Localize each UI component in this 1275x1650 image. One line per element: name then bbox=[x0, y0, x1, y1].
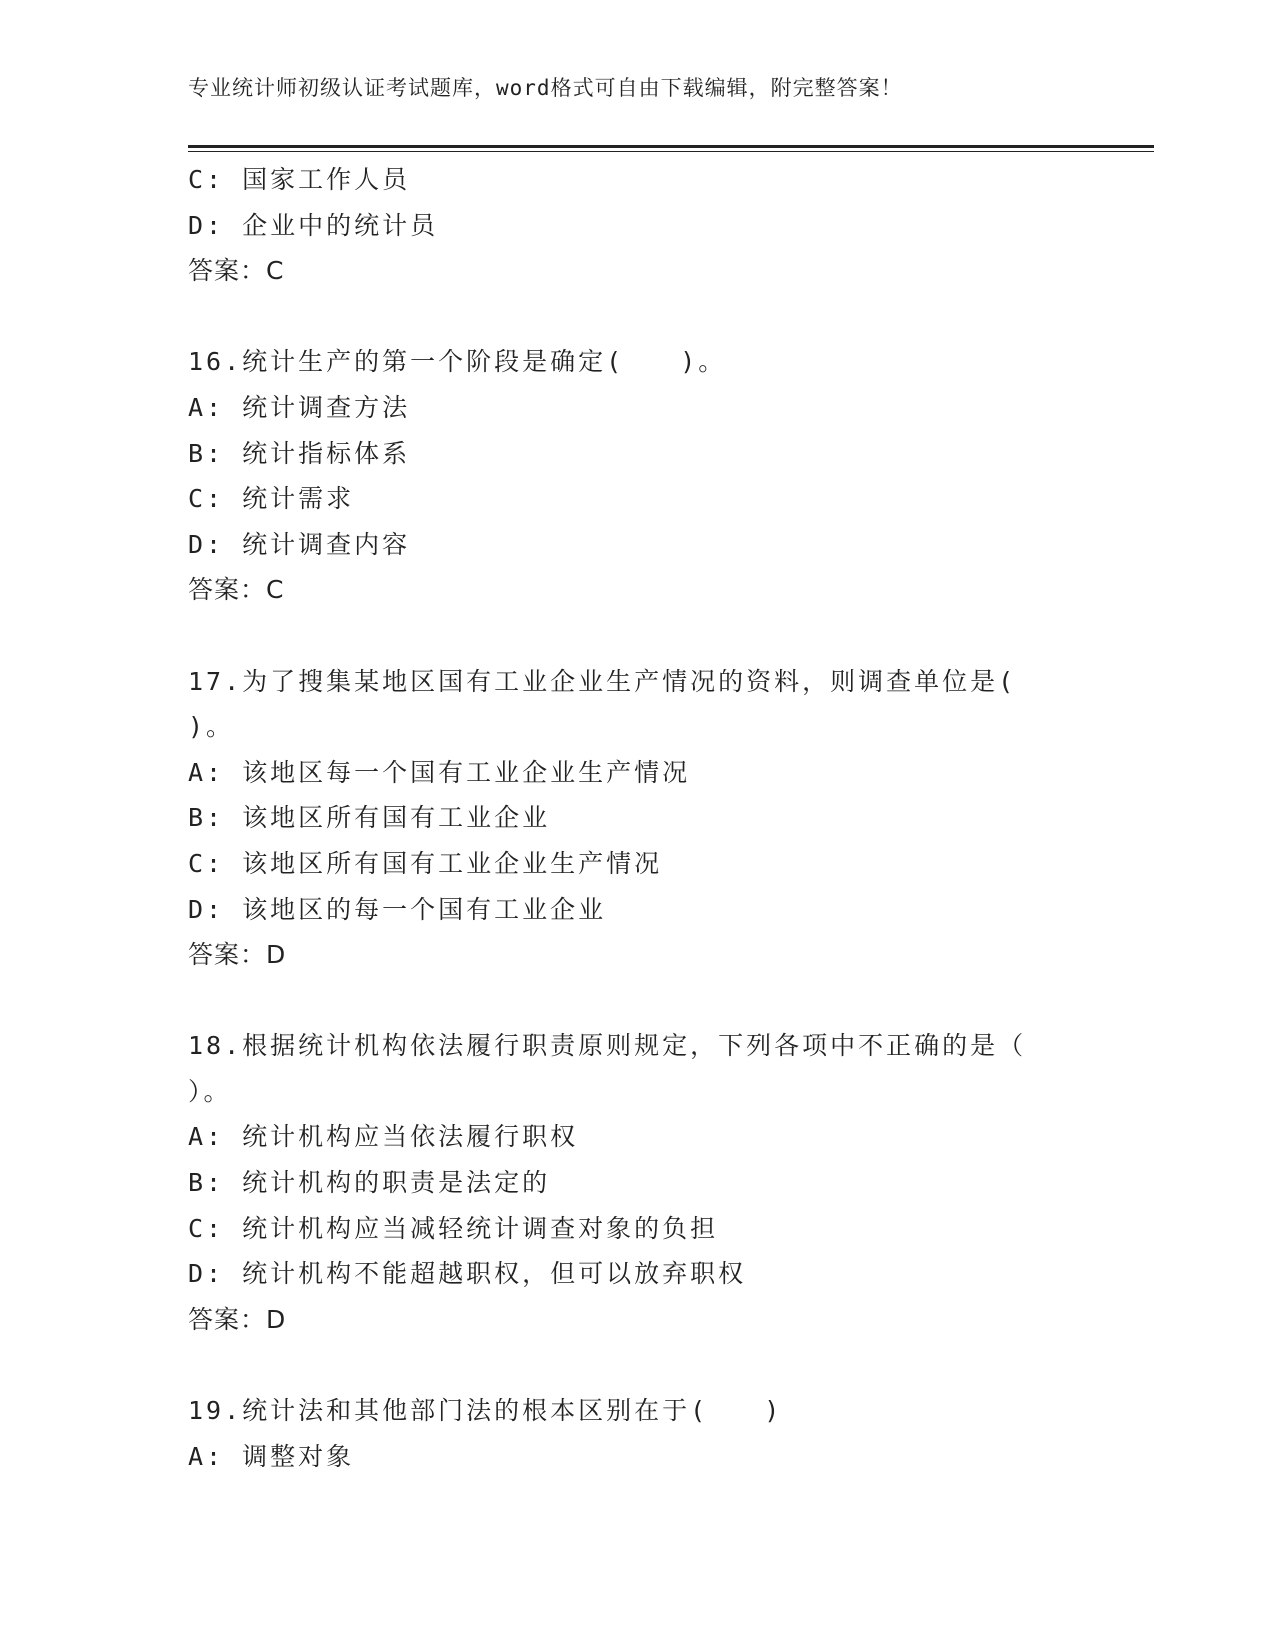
q16-option-a: A: 统计调查方法 bbox=[188, 392, 411, 422]
header-rule-thin bbox=[188, 151, 1154, 152]
q18-option-d: D: 统计机构不能超越职权，但可以放弃职权 bbox=[188, 1259, 747, 1289]
q16-option-b: B: 统计指标体系 bbox=[188, 438, 411, 468]
q16-option-d: D: 统计调查内容 bbox=[188, 529, 411, 559]
q18-option-c: C: 统计机构应当减轻统计调查对象的负担 bbox=[188, 1213, 719, 1243]
q17-stem-line1: 17.为了搜集某地区国有工业企业生产情况的资料，则调查单位是( bbox=[188, 666, 1017, 696]
q17-option-a: A: 该地区每一个国有工业企业生产情况 bbox=[188, 757, 691, 787]
q17-option-c: C: 该地区所有国有工业企业生产情况 bbox=[188, 848, 663, 878]
q16-option-c: C: 统计需求 bbox=[188, 484, 355, 514]
q15-option-d: D: 企业中的统计员 bbox=[188, 210, 439, 240]
spacer bbox=[188, 613, 1088, 659]
q17-option-b: B: 该地区所有国有工业企业 bbox=[188, 803, 551, 833]
spacer bbox=[188, 978, 1088, 1024]
q19-option-a: A: 调整对象 bbox=[188, 1441, 355, 1471]
q17-option-d: D: 该地区的每一个国有工业企业 bbox=[188, 894, 607, 924]
q16-stem: 16.统计生产的第一个阶段是确定( )。 bbox=[188, 347, 727, 377]
q15-option-c: C: 国家工作人员 bbox=[188, 165, 411, 194]
q17-answer: 答案：D bbox=[188, 940, 287, 970]
q18-option-b: B: 统计机构的职责是法定的 bbox=[188, 1168, 551, 1198]
q16-answer: 答案：C bbox=[188, 575, 285, 605]
header-rule-thick bbox=[188, 145, 1154, 148]
q18-stem-line1: 18.根据统计机构依法履行职责原则规定，下列各项中不正确的是（ bbox=[188, 1031, 1027, 1061]
page-header: 专业统计师初级认证考试题库，word格式可自由下载编辑，附完整答案！ bbox=[188, 76, 903, 100]
q19-stem: 19.统计法和其他部门法的根本区别在于( ) bbox=[188, 1396, 783, 1426]
q17-stem-line2: )。 bbox=[188, 712, 235, 742]
question-content bbox=[188, 157, 1088, 1479]
q18-answer: 答案：D bbox=[188, 1304, 287, 1334]
q15-answer: 答案：C bbox=[188, 256, 285, 286]
spacer bbox=[188, 1342, 1088, 1388]
spacer bbox=[188, 294, 1088, 340]
q18-option-a: A: 统计机构应当依法履行职权 bbox=[188, 1122, 579, 1152]
q18-stem-line2: ）。 bbox=[188, 1076, 232, 1106]
